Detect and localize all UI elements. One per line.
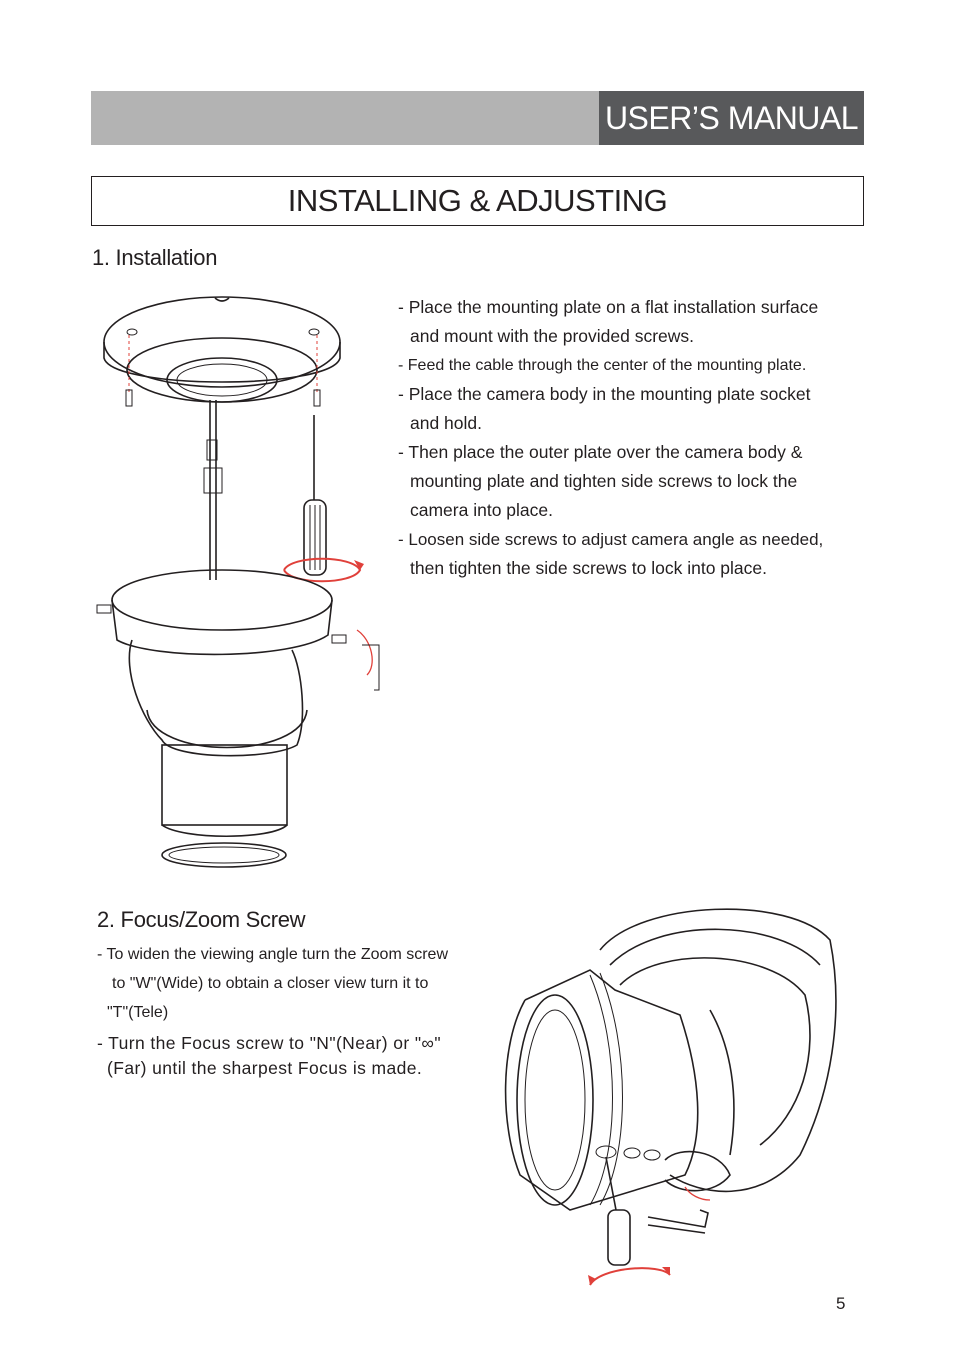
installation-instructions (398, 293, 823, 583)
instruction-line: - Feed the cable through the center of the mounting plate. (398, 357, 807, 374)
focus-zoom-screws (596, 1146, 730, 1191)
section-title: INSTALLING & ADJUSTING (91, 176, 864, 226)
mounting-screws (126, 335, 320, 406)
focus-zoom-instructions (97, 940, 448, 1081)
instruction-line: then tighten the side screws to lock into place. (410, 558, 768, 578)
installation-heading: 1. Installation (92, 245, 218, 270)
focus-zoom-heading: 2. Focus/Zoom Screw (97, 907, 306, 932)
screwdriver-icon (588, 1157, 670, 1285)
instruction-line: camera into place. (410, 500, 553, 520)
camera-lens (506, 970, 698, 1210)
instruction-line: "T"(Tele) (107, 1004, 169, 1021)
instruction-line: (Far) until the sharpest Focus is made. (107, 1058, 423, 1078)
instruction-line: - Loosen side screws to adjust camera angle as needed, (398, 530, 824, 549)
instruction-line: - Turn the Focus screw to "N"(Near) or "∞" (97, 1033, 441, 1053)
instruction-line: - Place the mounting plate on a flat installation surface (398, 297, 819, 317)
instruction-line: and hold. (410, 413, 483, 433)
installation-diagram (92, 290, 392, 875)
camera-dome (600, 909, 836, 1191)
camera-body (97, 570, 379, 867)
cable (204, 400, 222, 580)
screwdriver-icon (284, 415, 364, 581)
focus-zoom-diagram (500, 895, 850, 1295)
instruction-line: - Place the camera body in the mounting plate socket (398, 384, 811, 404)
hex-key-icon (648, 1187, 710, 1233)
mounting-plate (104, 297, 340, 402)
instruction-line: - To widen the viewing angle turn the Zoom screw (97, 946, 448, 963)
instruction-line: and mount with the provided screws. (410, 326, 695, 346)
instruction-line: mounting plate and tighten side screws to lock the (410, 471, 798, 491)
instruction-line: to "W"(Wide) to obtain a closer view turn it to (112, 975, 429, 992)
instruction-line: - Then place the outer plate over the camera body & (398, 442, 803, 462)
page-number: 5 (836, 1294, 846, 1313)
manual-title: USER’S MANUAL (599, 91, 864, 145)
